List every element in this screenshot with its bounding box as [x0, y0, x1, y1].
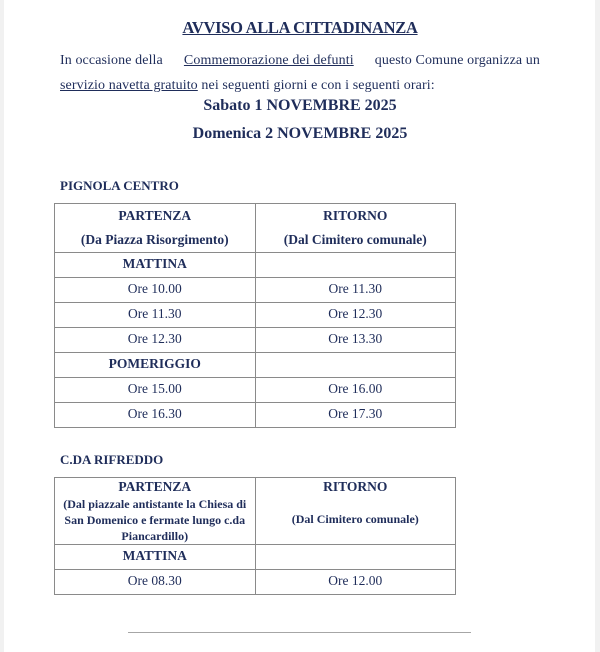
date-sunday: Domenica 2 NOVEMBRE 2025	[192, 125, 408, 142]
schedule-table-pignola-centro	[54, 203, 456, 428]
intro-paragraph	[60, 48, 540, 98]
departure-location: (Dal piazzale antistante la Chiesa di San Domenico e fermate lungo c.da Piancardillo)	[63, 497, 247, 543]
return-time: Ore 16.00	[255, 378, 456, 403]
return-header	[255, 204, 456, 253]
table-row	[55, 328, 456, 353]
shuttle-service-underlined: servizio navetta gratuito	[60, 78, 198, 93]
table-row	[55, 378, 456, 403]
commemoration-underlined: Commemorazione dei defunti	[183, 53, 354, 68]
intro-text: nei seguenti giorni e con i seguenti orari:	[201, 78, 435, 93]
return-time: Ore 12.30	[255, 303, 456, 328]
table-header-row	[55, 478, 456, 545]
period-row	[55, 253, 456, 278]
table-row	[55, 570, 456, 595]
table-row	[55, 278, 456, 303]
departure-time: Ore 11.30	[55, 303, 256, 328]
period-row	[55, 353, 456, 378]
intro-text: questo Comune organizza un	[374, 53, 540, 68]
departure-location: (Da Piazza Risorgimento)	[80, 232, 229, 247]
return-time: Ore 13.30	[255, 328, 456, 353]
departure-title: PARTENZA	[118, 479, 192, 494]
departure-time: Ore 08.30	[55, 570, 256, 595]
departure-title: PARTENZA	[118, 208, 192, 223]
schedule-table-rifreddo	[54, 477, 456, 595]
period-row	[55, 545, 456, 570]
return-time: Ore 17.30	[255, 403, 456, 428]
departure-header	[55, 204, 256, 253]
intro-text: In occasione della	[60, 53, 163, 68]
intro-line-2	[60, 73, 540, 98]
period-label: POMERIGGIO	[55, 353, 256, 378]
table-header-row	[55, 204, 456, 253]
section-label-rifreddo: C.DA RIFREDDO	[60, 452, 164, 467]
intro-line-1	[60, 48, 540, 73]
period-label: MATTINA	[55, 253, 256, 278]
return-location: (Dal Cimitero comunale)	[283, 232, 427, 247]
empty-cell	[255, 353, 456, 378]
departure-time: Ore 10.00	[55, 278, 256, 303]
departure-time: Ore 12.30	[55, 328, 256, 353]
notice-title: AVVISO ALLA CITTADINANZA	[182, 18, 418, 37]
departure-time: Ore 16.30	[55, 403, 256, 428]
return-time: Ore 11.30	[255, 278, 456, 303]
empty-cell	[255, 253, 456, 278]
section-label-pignola-centro: PIGNOLA CENTRO	[60, 178, 179, 193]
empty-cell	[255, 545, 456, 570]
departure-header	[55, 478, 256, 545]
departure-time: Ore 15.00	[55, 378, 256, 403]
return-title: RITORNO	[323, 479, 388, 494]
date-saturday: Sabato 1 NOVEMBRE 2025	[203, 97, 397, 114]
period-label: MATTINA	[55, 545, 256, 570]
return-location: (Dal Cimitero comunale)	[291, 512, 419, 526]
table-row	[55, 403, 456, 428]
table-row	[55, 303, 456, 328]
return-time: Ore 12.00	[255, 570, 456, 595]
bottom-divider-line	[128, 632, 471, 633]
return-header	[255, 478, 456, 545]
return-title: RITORNO	[323, 208, 388, 223]
